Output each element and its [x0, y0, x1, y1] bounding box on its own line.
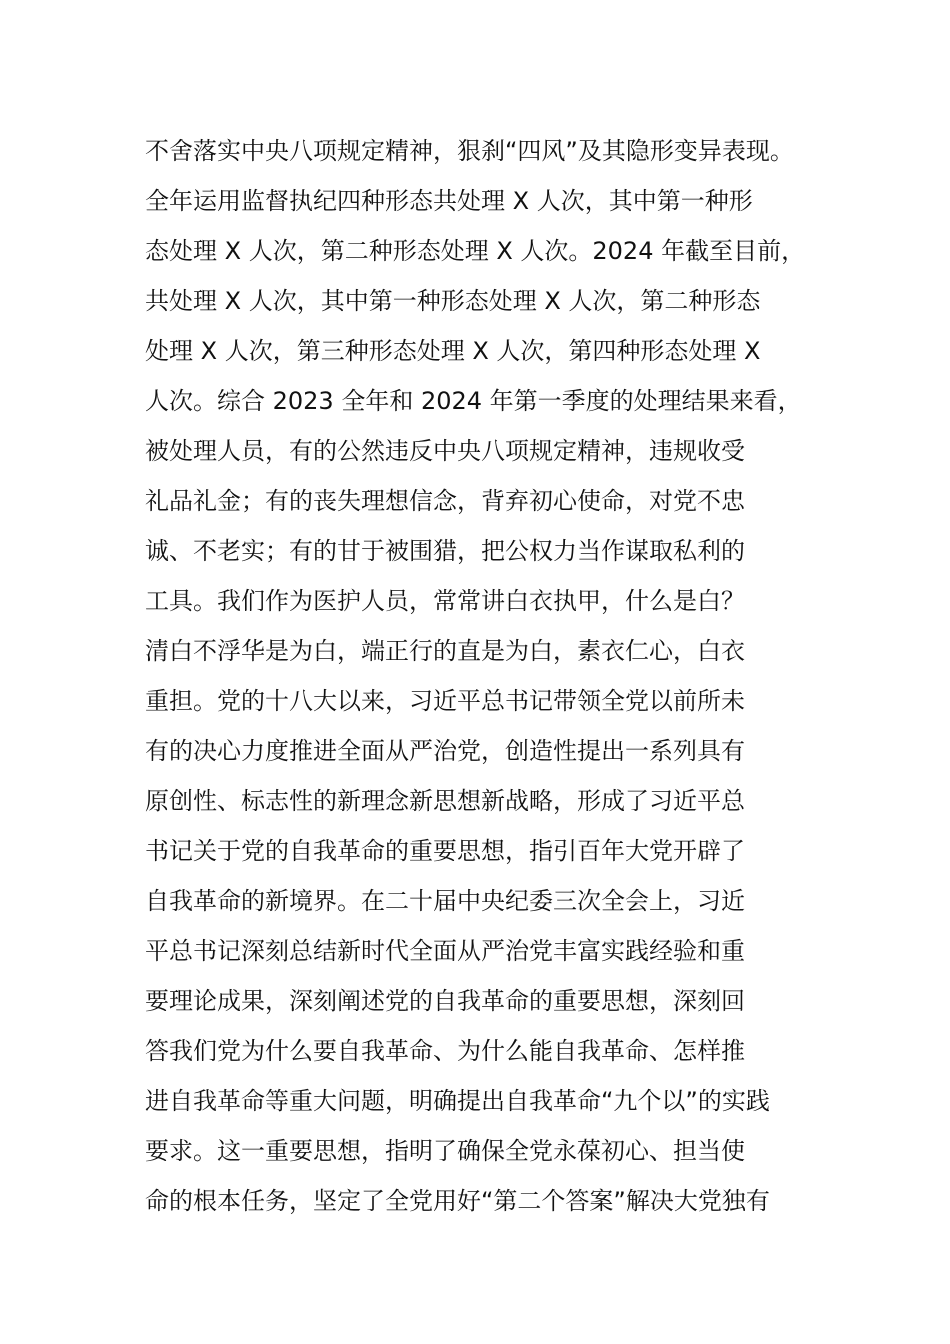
text-line-6: 人次。综合 2023 全年和 2024 年第一季度的处理结果来看， — [145, 387, 802, 415]
text-line-13: 有的决心力度推进全面从严治党，创造性提出一系列具有 — [145, 737, 745, 765]
text-line-15: 书记关于党的自我革命的重要思想，指引百年大党开辟了 — [145, 837, 745, 865]
body-text — [145, 126, 845, 1226]
text-line-2: 全年运用监督执纪四种形态共处理 X 人次，其中第一种形 — [145, 187, 753, 215]
text-line-5: 处理 X 人次，第三种形态处理 X 人次，第四种形态处理 X — [145, 337, 761, 365]
text-line-17: 平总书记深刻总结新时代全面从严治党丰富实践经验和重 — [145, 937, 745, 965]
text-line-3: 态处理 X 人次，第二种形态处理 X 人次。2024 年截至目前， — [145, 237, 806, 265]
text-line-10: 工具。我们作为医护人员，常常讲白衣执甲，什么是白？ — [145, 587, 745, 615]
text-line-19: 答我们党为什么要自我革命、为什么能自我革命、怎样推 — [145, 1037, 745, 1065]
text-line-11: 清白不浮华是为白，端正行的直是为白，素衣仁心，白衣 — [145, 637, 745, 665]
text-line-14: 原创性、标志性的新理念新思想新战略，形成了习近平总 — [145, 787, 745, 815]
text-line-9: 诚、不老实；有的甘于被围猎，把公权力当作谋取私利的 — [145, 537, 745, 565]
text-line-7: 被处理人员，有的公然违反中央八项规定精神，违规收受 — [145, 437, 745, 465]
text-line-20: 进自我革命等重大问题，明确提出自我革命“九个以”的实践 — [145, 1087, 770, 1115]
text-line-8: 礼品礼金；有的丧失理想信念，背弃初心使命，对党不忠 — [145, 487, 745, 515]
text-line-16: 自我革命的新境界。在二十届中央纪委三次全会上，习近 — [145, 887, 745, 915]
text-line-12: 重担。党的十八大以来，习近平总书记带领全党以前所未 — [145, 687, 745, 715]
text-line-1: 不舍落实中央八项规定精神，狠刹“四风”及其隐形变异表现。 — [145, 137, 794, 165]
text-line-21: 要求。这一重要思想，指明了确保全党永葆初心、担当使 — [145, 1137, 745, 1165]
text-line-18: 要理论成果，深刻阐述党的自我革命的重要思想，深刻回 — [145, 987, 745, 1015]
text-line-4: 共处理 X 人次，其中第一种形态处理 X 人次，第二种形态 — [145, 287, 761, 315]
text-line-22: 命的根本任务，坚定了全党用好“第二个答案”解决大党独有 — [145, 1187, 770, 1215]
